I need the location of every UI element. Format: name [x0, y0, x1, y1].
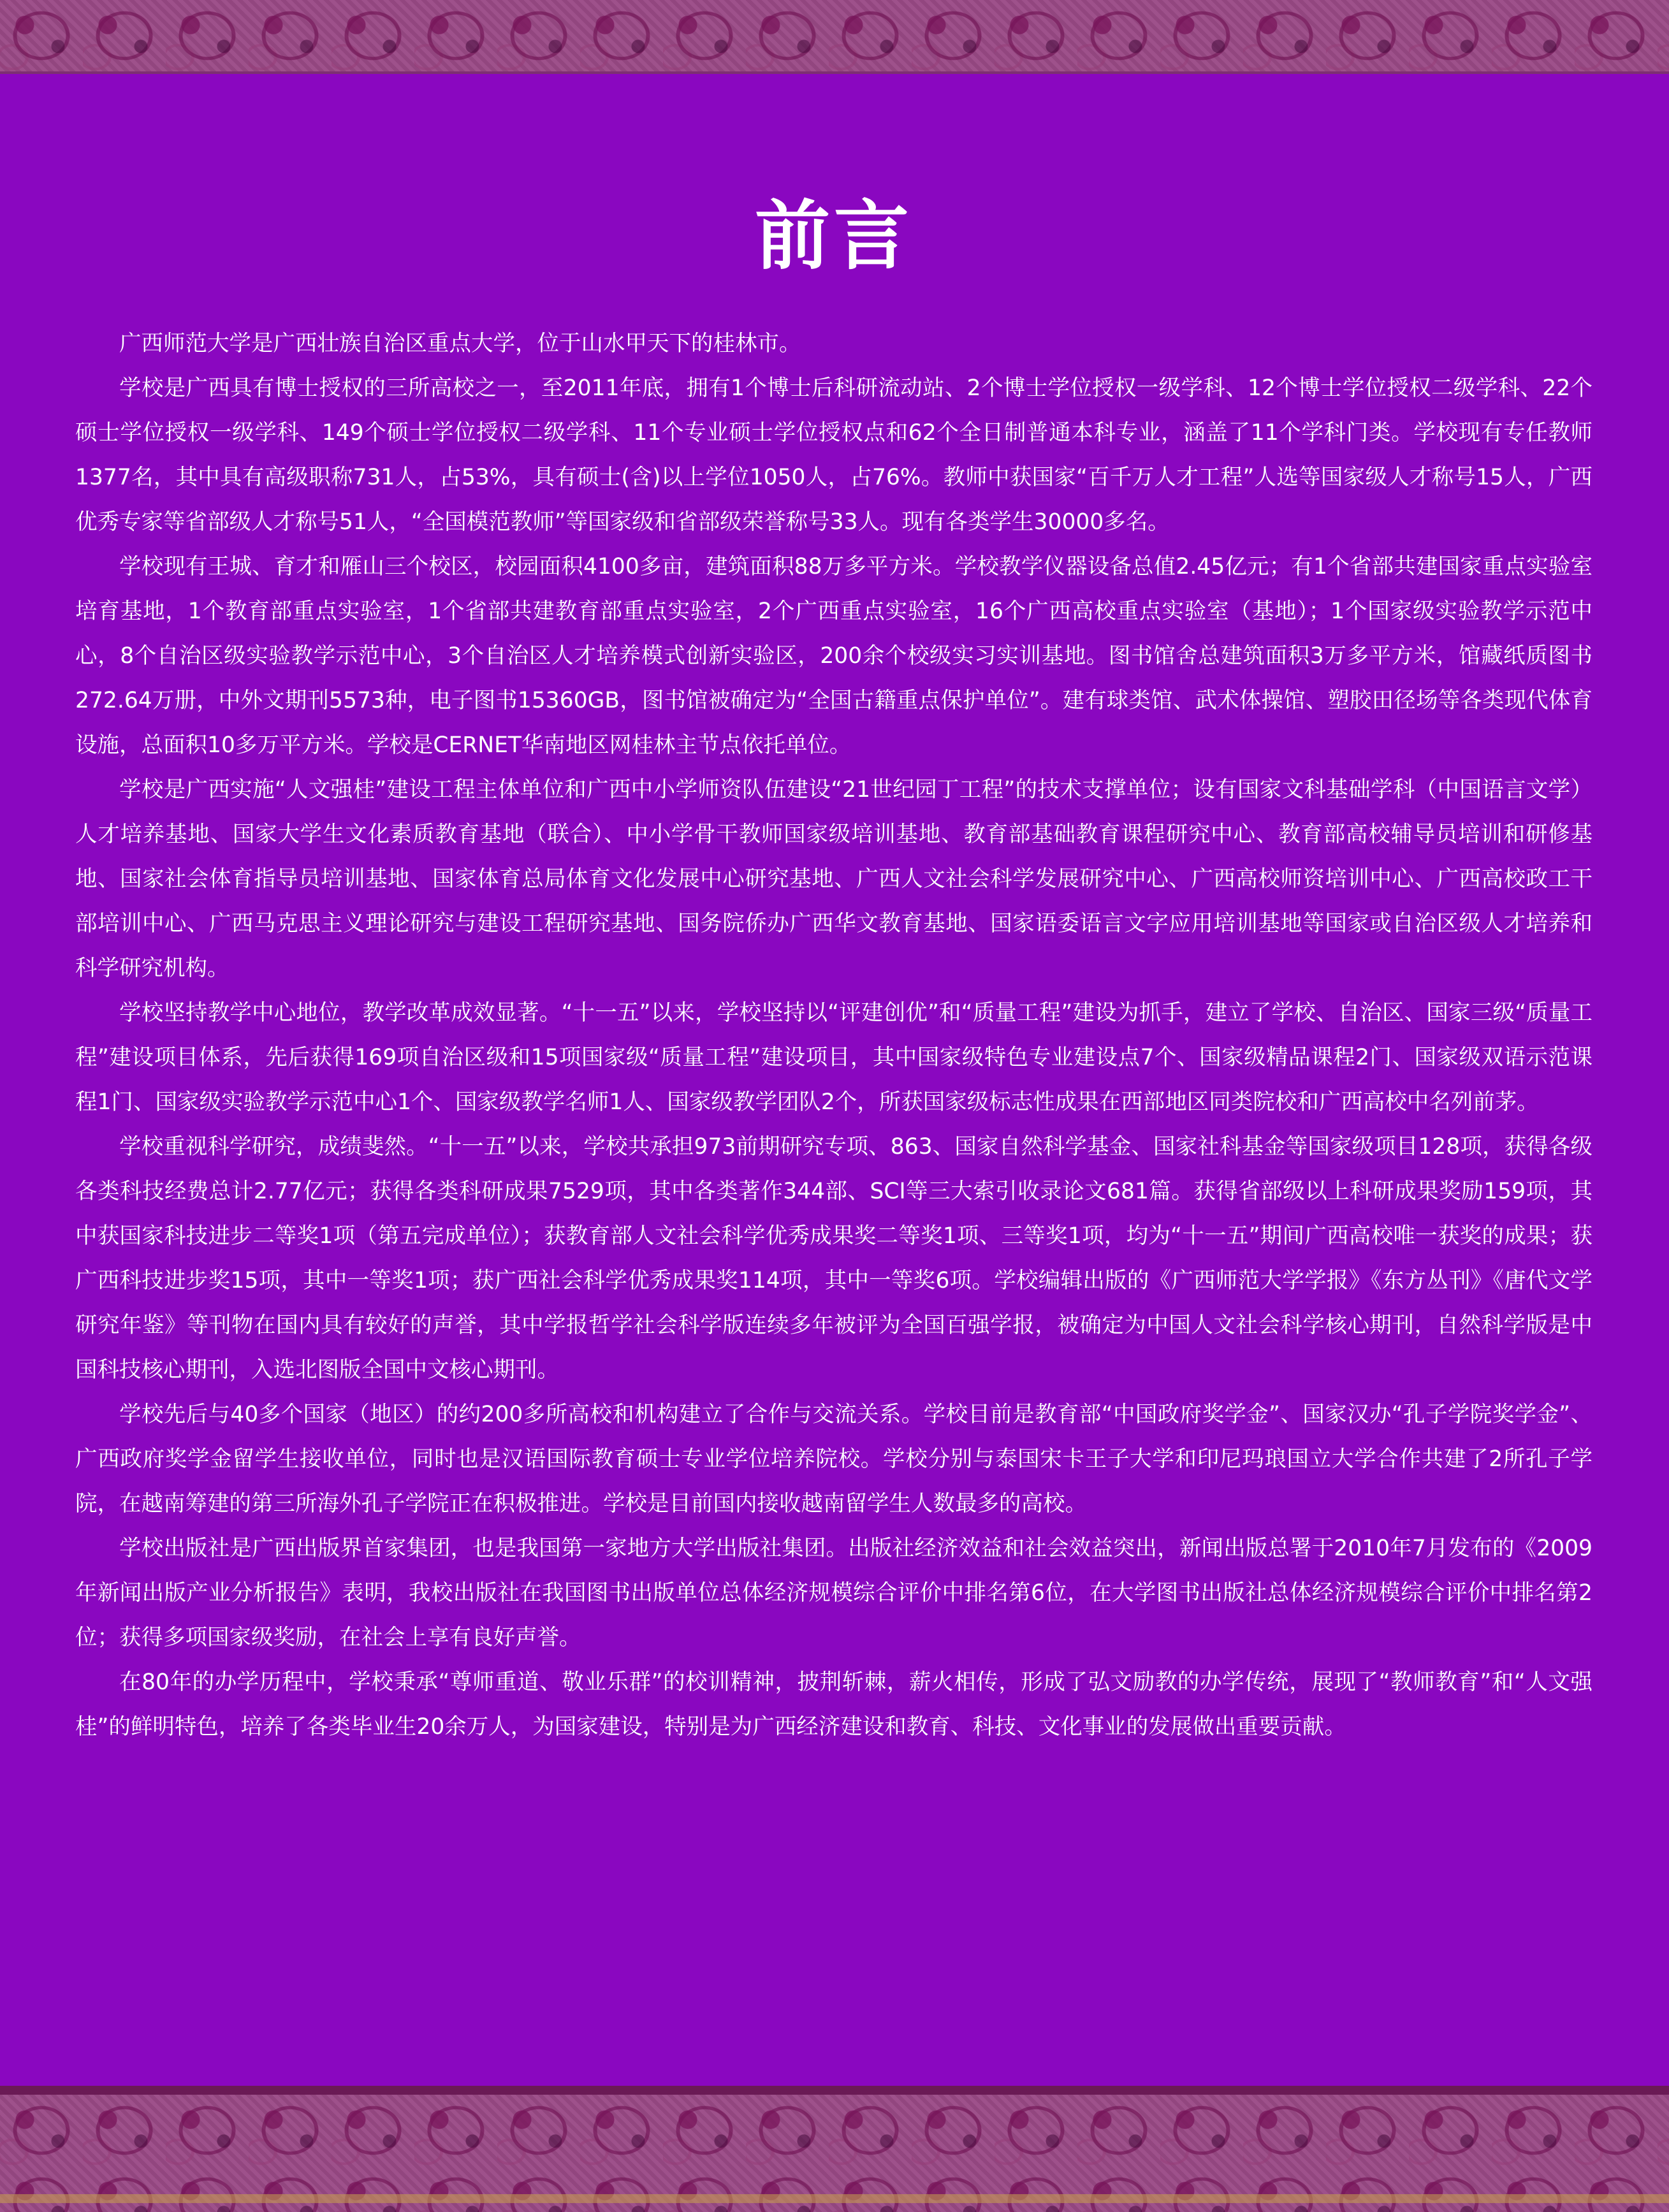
- decorative-bottom-edge: [0, 2194, 1669, 2203]
- preface-paragraph-9: 在80年的办学历程中，学校秉承“尊师重道、敬业乐群”的校训精神，披荆斩棘，薪火相传，形成了弘文励教的办学传统，展现了“教师教育”和“人文强桂”的鲜明特色，培养了各类毕业生20余万人，为国家建设，特别是为广西经济建设和教育、科技、文化事业的发展做出重要贡献。: [75, 1670, 1592, 1740]
- preface-paragraph-6: 学校重视科学研究，成绩斐然。“十一五”以来，学校共承担973前期研究专项、863、国家自然科学基金、国家社科基金等国家级项目128项，获得各级各类科技经费总计2.77亿元；获得各类科研成果7529项，其中各类著作344部、SCI等三大索引收录论文681篇。获得省部级以上科研成果奖励159项，其中获国家科技进步二等奖1项（第五完成单位）；获教育部人文社会科学优秀成果奖二等奖1项、三等奖1项，均为“十一五”期间广西高校唯一获奖的成果；获广西科技进步奖15项，其中一等奖1项；获广西社会科学优秀成果奖114项，其中一等奖6项。学校编辑出版的《广西师范大学学报》《东方丛刊》《唐代文学研究年鉴》等刊物在国内具有较好的声誉，其中学报哲学社会科学版连续多年被评为全国百强学报，被确定为中国人文社会科学核心期刊，自然科学版是中国科技核心期刊，入选北图版全国中文核心期刊。: [75, 1134, 1592, 1383]
- preface-content: [75, 191, 1592, 1749]
- preface-paragraph-3: 学校现有王城、育才和雁山三个校区，校园面积4100多亩，建筑面积88万多平方米。学校教学仪器设备总值2.45亿元；有1个省部共建国家重点实验室培育基地，1个教育部重点实验室，1个省部共建教育部重点实验室，2个广西重点实验室，16个广西高校重点实验室（基地）；1个国家级实验教学示范中心，8个自治区级实验教学示范中心，3个自治区人才培养模式创新实验区，200余个校级实习实训基地。图书馆舍总建筑面积3万多平方米，馆藏纸质图书272.64万册，中外文期刊5573种，电子图书15360GB，图书馆被确定为“全国古籍重点保护单位”。建有球类馆、武术体操馆、塑胶田径场等各类现代体育设施，总面积10多万平方米。学校是CERNET华南地区网桂林主节点依托单位。: [75, 554, 1592, 758]
- preface-paragraph-2: 学校是广西具有博士授权的三所高校之一，至2011年底，拥有1个博士后科研流动站、2个博士学位授权一级学科、12个博士学位授权二级学科、22个硕士学位授权一级学科、149个硕士学位授权二级学科、11个专业硕士学位授权点和62个全日制普通本科专业，涵盖了11个学科门类。学校现有专任教师1377名，其中具有高级职称731人，占53%，具有硕士(含)以上学位1050人，占76%。教师中获国家“百千万人才工程”人选等国家级人才称号15人，广西优秀专家等省部级人才称号51人，“全国模范教师”等国家级和省部级荣誉称号33人。现有各类学生30000多名。: [75, 375, 1592, 535]
- page-title: 前言: [754, 192, 913, 280]
- preface-paragraph-7: 学校先后与40多个国家（地区）的约200多所高校和机构建立了合作与交流关系。学校目前是教育部“中国政府奖学金”、国家汉办“孔子学院奖学金”、广西政府奖学金留学生接收单位，同时也是汉语国际教育硕士专业学位培养院校。学校分别与泰国宋卡王子大学和印尼玛琅国立大学合作共建了2所孔子学院，在越南筹建的第三所海外孔子学院正在积极推进。学校是目前国内接收越南留学生人数最多的高校。: [75, 1402, 1592, 1517]
- preface-paragraph-8: 学校出版社是广西出版界首家集团，也是我国第一家地方大学出版社集团。出版社经济效益和社会效益突出，新闻出版总署于2010年7月发布的《2009年新闻出版产业分析报告》表明，我校出版社在我国图书出版单位总体经济规模综合评价中排名第6位，在大学图书出版社总体经济规模综合评价中排名第2位；获得多项国家级奖励，在社会上享有良好声誉。: [75, 1536, 1592, 1650]
- decorative-top-border: [0, 0, 1669, 74]
- preface-paragraph-1: 广西师范大学是广西壮族自治区重点大学，位于山水甲天下的桂林市。: [119, 331, 801, 356]
- preface-paragraph-4: 学校是广西实施“人文强桂”建设工程主体单位和广西中小学师资队伍建设“21世纪园丁工程”的技术支撑单位；设有国家文科基础学科（中国语言文学）人才培养基地、国家大学生文化素质教育基地（联合）、中小学骨干教师国家级培训基地、教育部基础教育课程研究中心、教育部高校辅导员培训和研修基地、国家社会体育指导员培训基地、国家体育总局体育文化发展中心研究基地、广西人文社会科学发展研究中心、广西高校师资培训中心、广西高校政工干部培训中心、广西马克思主义理论研究与建设工程研究基地、国务院侨办广西华文教育基地、国家语委语言文字应用培训基地等国家或自治区级人才培养和科学研究机构。: [75, 777, 1592, 981]
- preface-paragraph-5: 学校坚持教学中心地位，教学改革成效显著。“十一五”以来，学校坚持以“评建创优”和“质量工程”建设为抓手，建立了学校、自治区、国家三级“质量工程”建设项目体系，先后获得169项自治区级和15项国家级“质量工程”建设项目，其中国家级特色专业建设点7个、国家级精品课程2门、国家级双语示范课程1门、国家级实验教学示范中心1个、国家级教学名师1人、国家级教学团队2个，所获国家级标志性成果在西部地区同类院校和广西高校中名列前茅。: [75, 1000, 1592, 1115]
- decorative-bottom-border: [0, 2086, 1669, 2212]
